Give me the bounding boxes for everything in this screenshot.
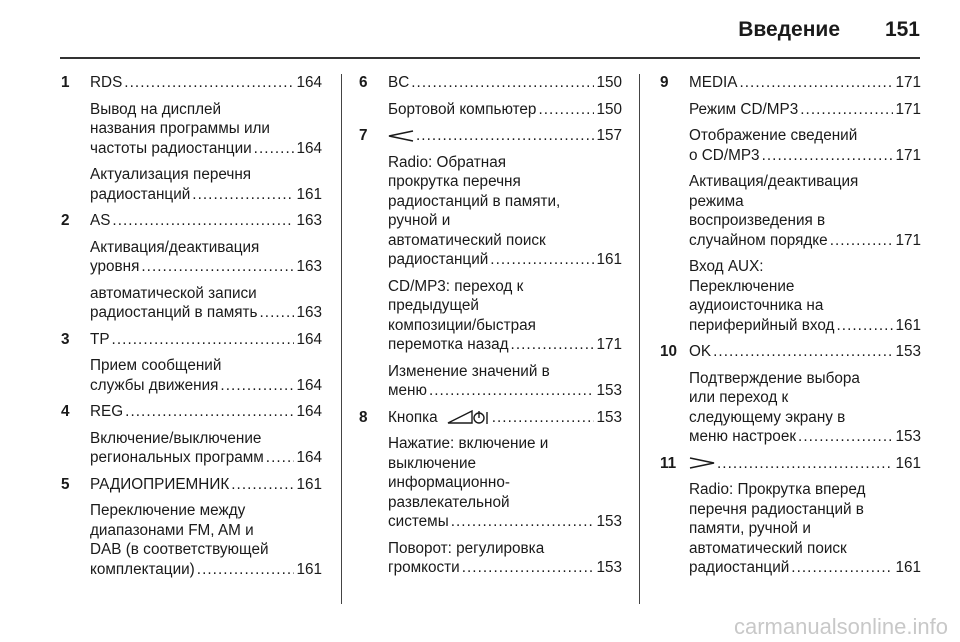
leader-dots xyxy=(511,335,595,355)
item-text-line: Включение/выключение xyxy=(90,429,262,447)
item-label-text: REG xyxy=(90,403,124,420)
column-divider xyxy=(341,74,342,604)
item-label xyxy=(388,100,536,120)
item-text-line: Radio: Прокрутка вперед xyxy=(689,481,866,498)
index-item xyxy=(388,539,622,578)
index-item xyxy=(689,480,921,578)
item-text-line: композиции/быстрая xyxy=(388,316,536,334)
item-label-text: BC xyxy=(388,74,410,91)
item-text-line: развлекательной xyxy=(388,493,510,511)
seek-back-icon xyxy=(388,127,414,144)
item-text-line: режима xyxy=(689,192,744,210)
item-text-line: Активация/деактивация xyxy=(90,238,260,256)
item-leader-line xyxy=(90,257,322,277)
item-label-text: РАДИОПРИЕМНИК xyxy=(90,475,230,493)
index-entry xyxy=(61,211,322,323)
index-item xyxy=(90,402,322,422)
item-leader-line xyxy=(388,408,622,428)
page-reference: 161 xyxy=(296,560,322,578)
page-reference: 171 xyxy=(895,146,921,164)
leader-dots xyxy=(254,139,295,159)
item-label-text: уровня xyxy=(90,258,140,275)
item-label xyxy=(90,560,195,580)
index-item xyxy=(90,501,322,579)
page-reference: 161 xyxy=(895,559,921,576)
item-text-line: Отображение сведений xyxy=(689,127,858,144)
item-label xyxy=(689,73,737,93)
item-label-text: TP xyxy=(90,330,110,348)
page-reference: 163 xyxy=(296,304,322,321)
index-item xyxy=(388,153,622,270)
index-item xyxy=(90,429,322,468)
item-text-line: Поворот: регулировка xyxy=(388,539,545,557)
item-label xyxy=(90,73,122,93)
item-text-line: автоматической записи xyxy=(90,284,257,302)
page-title: Введение xyxy=(738,18,840,41)
item-text-line: Актуализация перечня xyxy=(90,166,252,183)
page-reference: 161 xyxy=(296,475,322,493)
index-item xyxy=(689,126,921,165)
item-label-text: радиостанций xyxy=(689,559,790,576)
page-reference: 153 xyxy=(596,513,622,530)
item-label xyxy=(388,408,490,428)
page-reference: 153 xyxy=(596,408,622,426)
item-label xyxy=(90,402,123,422)
leader-dots xyxy=(791,558,893,578)
item-label xyxy=(388,126,414,146)
item-label xyxy=(90,211,110,231)
index-item xyxy=(388,434,622,532)
leader-dots xyxy=(416,126,594,146)
page-reference: 164 xyxy=(296,449,322,466)
entry-number: 3 xyxy=(61,330,70,348)
item-leader-line xyxy=(689,146,921,166)
item-leader-line xyxy=(689,342,921,362)
entry-number: 2 xyxy=(61,212,70,229)
page-reference: 161 xyxy=(296,185,322,203)
leader-dots xyxy=(451,512,595,532)
page-reference: 153 xyxy=(596,559,622,576)
item-leader-line xyxy=(90,376,322,396)
item-text-line: информационно- xyxy=(388,474,510,491)
item-label xyxy=(90,448,264,468)
item-leader-line xyxy=(689,73,921,93)
item-label xyxy=(689,231,828,251)
index-item xyxy=(689,342,921,362)
page-reference: 161 xyxy=(596,251,622,268)
item-leader-line xyxy=(90,402,322,422)
leader-dots xyxy=(125,402,294,422)
page-header xyxy=(0,0,960,60)
leader-dots xyxy=(538,100,594,120)
watermark: carmanualsonline.info xyxy=(733,614,948,639)
index-item xyxy=(388,362,622,401)
page-reference: 163 xyxy=(296,212,322,229)
entry-number: 4 xyxy=(61,403,70,420)
page-reference: 157 xyxy=(596,127,622,144)
item-label xyxy=(90,139,252,159)
item-label-text: периферийный вход xyxy=(689,316,835,334)
item-leader-line xyxy=(90,185,322,205)
item-text-line: Переключение между xyxy=(90,502,246,519)
page-reference: 171 xyxy=(596,336,622,353)
item-leader-line xyxy=(388,250,622,270)
item-text-line: Подтверждение выбора xyxy=(689,369,860,387)
item-label-text: Кнопка xyxy=(388,408,438,426)
item-label xyxy=(689,146,760,166)
item-label xyxy=(689,454,715,474)
item-label-text: OK xyxy=(689,343,712,360)
item-text-line: аудиоисточника на xyxy=(689,297,824,314)
item-text-line: названия программы или xyxy=(90,120,270,137)
item-leader-line xyxy=(689,454,921,474)
item-label-text: комплектации) xyxy=(90,560,195,578)
index-item xyxy=(689,369,921,447)
leader-dots xyxy=(411,73,594,93)
index-entry xyxy=(660,454,921,578)
item-leader-line xyxy=(388,335,622,355)
index-entry xyxy=(359,408,622,578)
item-label-text: радиостанций xyxy=(388,251,489,268)
item-label-text: радиостанций xyxy=(90,185,191,203)
index-item xyxy=(388,126,622,146)
item-leader-line xyxy=(90,139,322,159)
index-item xyxy=(689,257,921,335)
leader-dots xyxy=(462,558,595,578)
leader-dots xyxy=(266,448,295,468)
item-text-line: перечня радиостанций в xyxy=(689,500,864,518)
leader-dots xyxy=(192,185,294,205)
leader-dots xyxy=(490,250,594,270)
page-reference: 171 xyxy=(895,74,921,91)
leader-dots xyxy=(830,231,894,251)
item-label-text: службы движения xyxy=(90,376,219,394)
leader-dots xyxy=(713,342,893,362)
item-leader-line xyxy=(90,73,322,93)
item-label xyxy=(689,316,834,336)
item-text-line: Переключение xyxy=(689,277,795,295)
item-label xyxy=(90,475,229,495)
leader-dots xyxy=(220,376,294,396)
index-entry xyxy=(61,475,322,580)
page-reference: 150 xyxy=(596,74,622,91)
page-number: 151 xyxy=(884,18,920,41)
leader-dots xyxy=(259,303,294,323)
item-label-text: системы xyxy=(388,513,449,530)
item-label-text: перемотка назад xyxy=(388,336,509,353)
index-item xyxy=(90,356,322,395)
item-leader-line xyxy=(689,558,921,578)
index-item xyxy=(90,165,322,204)
leader-dots xyxy=(429,381,595,401)
item-text-line: автоматический поиск xyxy=(388,231,546,249)
leader-dots xyxy=(798,427,893,447)
index-item xyxy=(689,73,921,93)
item-text-line: диапазонами FM, AM и xyxy=(90,521,254,539)
entry-number: 1 xyxy=(61,74,70,91)
item-text-line: памяти, ручной и xyxy=(689,520,811,537)
item-label xyxy=(90,376,218,396)
item-label-text: RDS xyxy=(90,74,123,91)
item-leader-line xyxy=(388,100,622,120)
item-label-text: случайном порядке xyxy=(689,231,828,249)
item-text-line: Нажатие: включение и xyxy=(388,435,549,452)
item-leader-line xyxy=(689,427,921,447)
index-entry xyxy=(660,73,921,335)
item-label-text: радиостанций в память xyxy=(90,304,258,321)
item-text-line: Вывод на дисплей xyxy=(90,100,222,118)
leader-dots xyxy=(836,316,893,336)
item-label-text: о CD/MP3 xyxy=(689,146,760,164)
page-reference: 153 xyxy=(596,382,622,399)
item-text-line: CD/MP3: переход к xyxy=(388,277,524,295)
item-leader-line xyxy=(689,231,921,251)
item-label xyxy=(388,512,449,532)
entry-number: 6 xyxy=(359,74,368,91)
item-label-text: меню настроек xyxy=(689,428,797,445)
item-leader-line xyxy=(90,448,322,468)
page-reference: 171 xyxy=(895,231,921,249)
index-entry xyxy=(61,73,322,204)
index-item xyxy=(388,408,622,428)
index-item xyxy=(90,238,322,277)
index-item xyxy=(388,73,622,93)
index-item xyxy=(90,475,322,495)
item-label xyxy=(689,558,789,578)
item-leader-line xyxy=(388,126,622,146)
leader-dots xyxy=(112,330,295,350)
item-leader-line xyxy=(388,381,622,401)
page-reference: 150 xyxy=(596,100,622,118)
entry-number: 8 xyxy=(359,408,368,426)
leader-dots xyxy=(124,73,294,93)
item-label-text: Режим CD/MP3 xyxy=(689,100,799,118)
item-leader-line xyxy=(689,316,921,336)
item-label xyxy=(388,335,509,355)
item-label xyxy=(90,185,190,205)
item-leader-line xyxy=(388,558,622,578)
item-text-line: предыдущей xyxy=(388,297,479,314)
leader-dots xyxy=(112,211,294,231)
item-label-text: Бортовой компьютер xyxy=(388,100,537,118)
item-label xyxy=(388,73,409,93)
leader-dots xyxy=(717,454,893,474)
index-column-1 xyxy=(61,73,322,586)
item-label xyxy=(388,250,488,270)
entry-number: 9 xyxy=(660,74,669,91)
item-label xyxy=(689,342,711,362)
index-item xyxy=(689,172,921,250)
item-leader-line xyxy=(689,100,921,120)
item-text-line: следующему экрану в xyxy=(689,408,846,426)
page-reference: 153 xyxy=(895,428,921,445)
item-leader-line xyxy=(90,475,322,495)
entry-number: 11 xyxy=(660,454,677,472)
item-label xyxy=(90,330,110,350)
item-text-line: Вход AUX: xyxy=(689,258,764,275)
item-label xyxy=(90,257,139,277)
item-label-text: MEDIA xyxy=(689,74,738,91)
column-divider xyxy=(639,74,640,604)
item-leader-line xyxy=(388,512,622,532)
index-item xyxy=(689,100,921,120)
item-leader-line xyxy=(90,330,322,350)
item-text-line: Прием сообщений xyxy=(90,357,222,374)
leader-dots xyxy=(141,257,294,277)
item-text-line: или переход к xyxy=(689,389,789,406)
page-reference: 164 xyxy=(296,403,322,420)
index-entry xyxy=(359,73,622,119)
index-item xyxy=(90,330,322,350)
page-reference: 153 xyxy=(895,343,921,360)
index-item xyxy=(90,73,322,93)
item-leader-line xyxy=(90,303,322,323)
volume-power-icon xyxy=(446,409,490,426)
item-leader-line xyxy=(388,73,622,93)
index-entry xyxy=(61,402,322,468)
item-label-text: частоты радиостанции xyxy=(90,139,252,157)
leader-dots xyxy=(492,408,595,428)
item-label xyxy=(388,558,460,578)
page-reference: 161 xyxy=(895,316,921,334)
item-text-line: автоматический поиск xyxy=(689,539,847,557)
index-entry xyxy=(359,126,622,401)
item-text-line: радиостанций в памяти, xyxy=(388,192,561,210)
page-reference: 164 xyxy=(296,376,322,394)
page-reference: 163 xyxy=(296,258,322,275)
item-text-line: прокрутка перечня xyxy=(388,173,521,190)
page-reference: 161 xyxy=(895,454,921,472)
index-item xyxy=(388,100,622,120)
entry-number: 10 xyxy=(660,343,678,360)
index-item xyxy=(90,211,322,231)
item-leader-line xyxy=(90,211,322,231)
item-leader-line xyxy=(90,560,322,580)
header-rule xyxy=(60,57,920,59)
leader-dots xyxy=(197,560,295,580)
item-label xyxy=(689,427,796,447)
item-label xyxy=(90,303,257,323)
index-entry xyxy=(660,342,921,447)
item-label-text: региональных программ xyxy=(90,449,264,466)
index-item xyxy=(689,454,921,474)
leader-dots xyxy=(231,475,294,495)
leader-dots xyxy=(739,73,893,93)
item-text-line: DAB (в соответствующей xyxy=(90,541,269,558)
index-item xyxy=(90,284,322,323)
index-item xyxy=(388,277,622,355)
item-label xyxy=(689,100,798,120)
item-label-text: меню xyxy=(388,382,427,399)
item-label-text: громкости xyxy=(388,559,460,576)
entry-number: 7 xyxy=(359,127,368,144)
item-text-line: Активация/деактивация xyxy=(689,173,859,190)
page-reference: 171 xyxy=(895,100,921,118)
item-text-line: воспроизведения в xyxy=(689,212,826,229)
item-text-line: ручной и xyxy=(388,212,451,229)
page-reference: 164 xyxy=(296,74,322,91)
index-column-2 xyxy=(359,73,622,585)
entry-number: 5 xyxy=(61,475,70,493)
item-text-line: Radio: Обратная xyxy=(388,153,507,171)
page-reference: 164 xyxy=(296,330,322,348)
index-column-3 xyxy=(660,73,921,585)
seek-forward-icon xyxy=(689,455,715,472)
index-item xyxy=(90,100,322,159)
index-entry xyxy=(61,330,322,396)
page-reference: 164 xyxy=(296,139,322,157)
leader-dots xyxy=(800,100,893,120)
leader-dots xyxy=(762,146,894,166)
item-label-text: AS xyxy=(90,212,111,229)
item-text-line: Изменение значений в xyxy=(388,362,550,380)
item-text-line: выключение xyxy=(388,454,477,472)
item-label xyxy=(388,381,427,401)
